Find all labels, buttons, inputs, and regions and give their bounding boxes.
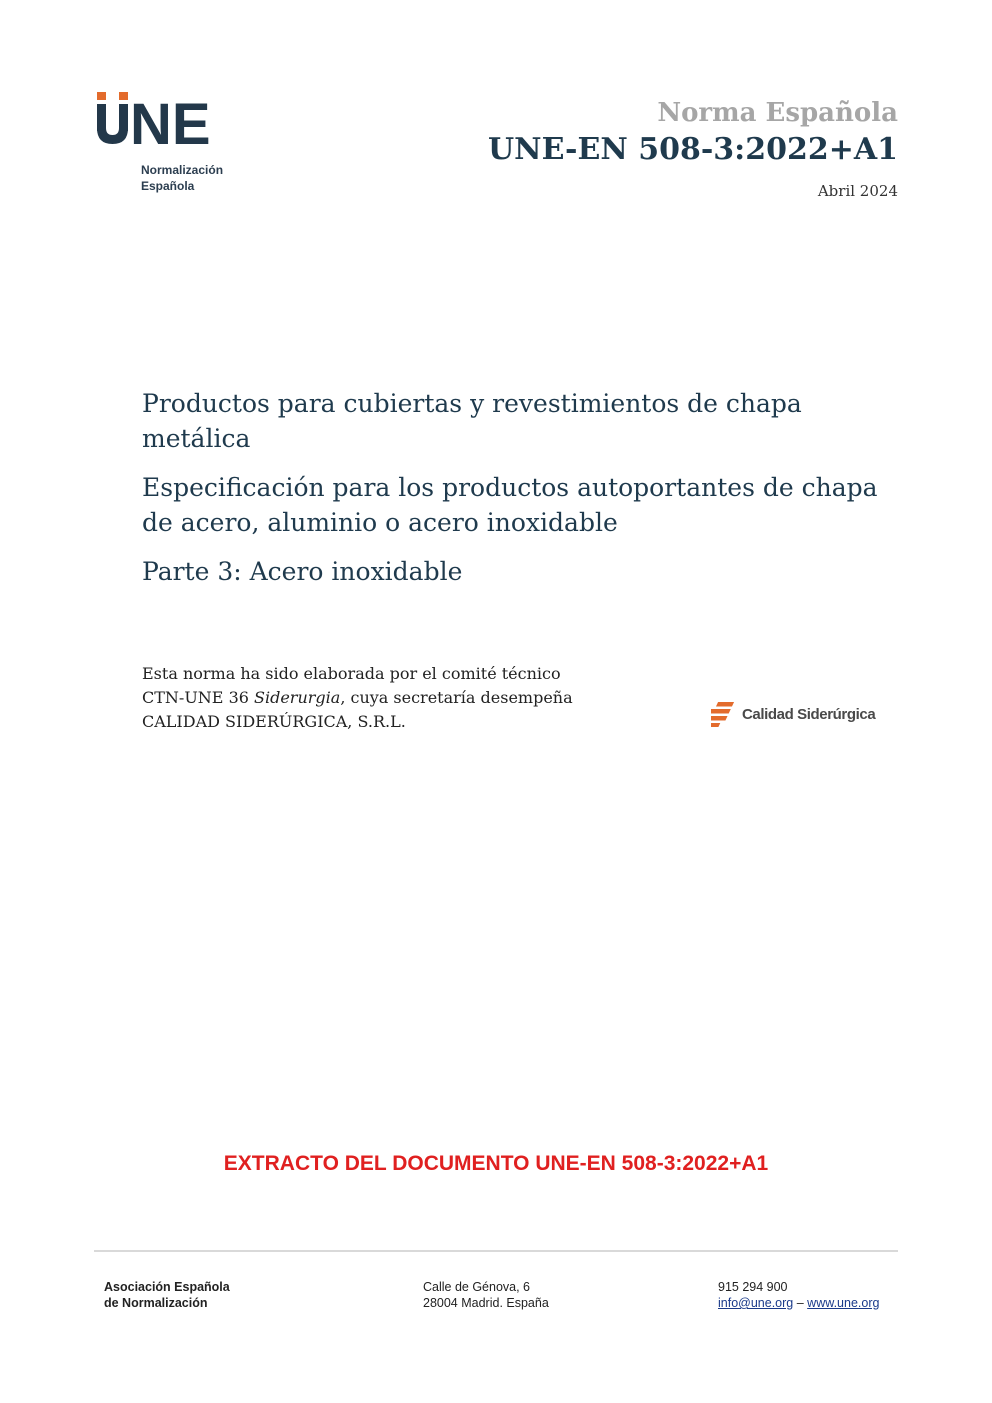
email-link[interactable]: info@une.org <box>718 1296 794 1310</box>
title-main: Productos para cubiertas y revestimientos de chapa metálica <box>142 389 802 453</box>
footer-org-line1: Asociación Española <box>104 1280 230 1294</box>
footer-address <box>423 1279 549 1311</box>
committee-prefix: CTN-UNE 36 <box>142 688 255 707</box>
footer-divider <box>94 1250 898 1252</box>
calidad-siderurgica-text: Calidad Siderúrgica <box>742 706 876 723</box>
logo-subtitle-line2: Española <box>141 179 195 193</box>
footer-org-line2: de Normalización <box>104 1296 208 1310</box>
title-part: Parte 3: Acero inoxidable <box>142 557 463 586</box>
footer-contact <box>718 1279 879 1311</box>
footer-address-line2: 28004 Madrid. España <box>423 1296 549 1310</box>
committee-line3: CALIDAD SIDERÚRGICA, S.R.L. <box>142 712 406 731</box>
document-header <box>488 97 898 201</box>
calidad-siderurgica-logo <box>711 700 876 735</box>
extract-notice: EXTRACTO DEL DOCUMENTO UNE-EN 508-3:2022+A1 <box>223 1152 769 1175</box>
document-code: UNE-EN 508-3:2022+A1 <box>488 132 898 167</box>
document-kind: Norma Española <box>657 98 898 128</box>
footer-organization <box>104 1279 230 1311</box>
svg-text:NE: NE <box>130 92 211 146</box>
une-logo-mark <box>93 90 229 146</box>
une-logo <box>93 90 243 193</box>
committee-line2 <box>142 686 662 710</box>
committee-statement <box>142 662 662 734</box>
committee-line1: Esta norma ha sido elaborada por el comité técnico <box>142 664 561 683</box>
committee-suffix: , cuya secretaría desempeña <box>340 688 573 707</box>
footer-address-line1: Calle de Génova, 6 <box>423 1280 531 1294</box>
footer-phone: 915 294 900 <box>718 1280 788 1294</box>
website-link[interactable]: www.une.org <box>807 1296 880 1310</box>
document-date: Abril 2024 <box>817 182 898 200</box>
title-spec: Especificación para los productos autoportantes de chapa de acero, aluminio o acero inoxidable <box>142 473 878 537</box>
footer-links <box>718 1295 879 1311</box>
logo-subtitle-line1: Normalización <box>141 163 224 177</box>
footer-separator: – <box>796 1296 804 1310</box>
committee-name: Siderurgia <box>254 688 341 707</box>
document-titles <box>142 386 902 603</box>
